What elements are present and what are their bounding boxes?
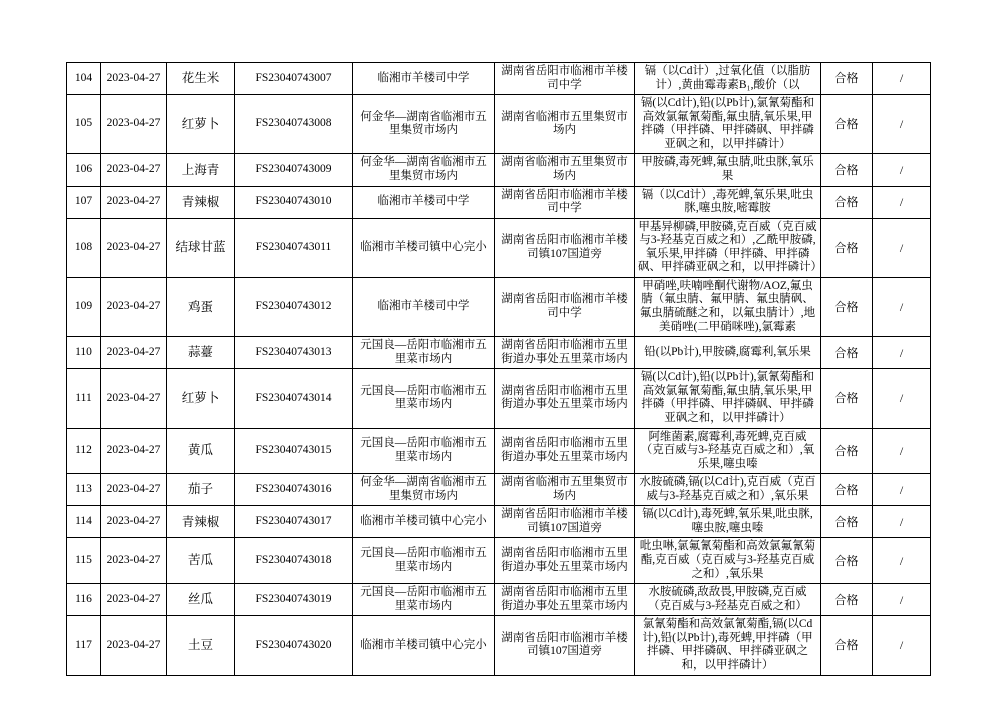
cell-test-result: 合格	[821, 369, 873, 428]
cell-test-items: 镉(以Cd计),毒死蜱,氧乐果,吡虫脒,噻虫胺,噻虫嗪	[635, 506, 821, 538]
cell-test-result: 合格	[821, 584, 873, 616]
cell-sample-code: FS23040743017	[235, 506, 353, 538]
cell-test-items: 吡虫啉,氯氟氰菊酯和高效氯氟氰菊酯,克百威（克百威与3-羟基克百威之和）,氧乐果	[635, 538, 821, 584]
cell-remark: /	[873, 218, 931, 277]
table-row	[67, 337, 931, 369]
cell-sequence-number: 106	[67, 154, 101, 186]
cell-sample-name: 茄子	[167, 474, 235, 506]
cell-test-items: 水胺硫磷,敌敌畏,甲胺磷,克百威（克百威与3-羟基克百威之和）	[635, 584, 821, 616]
cell-sampled-org: 临湘市羊楼司中学	[353, 186, 495, 218]
cell-remark: /	[873, 63, 931, 95]
cell-test-result: 合格	[821, 616, 873, 675]
cell-sampled-address: 湖南省岳阳市临湘市羊楼司中学	[495, 63, 635, 95]
cell-sampling-date: 2023-04-27	[101, 369, 167, 428]
cell-remark: /	[873, 95, 931, 154]
cell-sampled-org: 何金华—湖南省临湘市五里集贸市场内	[353, 154, 495, 186]
cell-sampling-date: 2023-04-27	[101, 506, 167, 538]
cell-sample-name: 结球甘蓝	[167, 218, 235, 277]
cell-test-items: 水胺硫磷,镉(以Cd计),克百威（克百威与3-羟基克百威之和）,氧乐果	[635, 474, 821, 506]
table-body	[67, 63, 931, 676]
cell-sampling-date: 2023-04-27	[101, 428, 167, 474]
cell-sample-code: FS23040743013	[235, 337, 353, 369]
cell-test-items: 阿维菌素,腐霉利,毒死蜱,克百威（克百威与3-羟基克百威之和）,氧乐果,噻虫嗪	[635, 428, 821, 474]
cell-test-result: 合格	[821, 277, 873, 336]
cell-sequence-number: 117	[67, 616, 101, 675]
cell-sampling-date: 2023-04-27	[101, 538, 167, 584]
cell-test-result: 合格	[821, 538, 873, 584]
cell-sequence-number: 107	[67, 186, 101, 218]
cell-test-items: 甲胺磷,毒死蜱,氟虫腈,吡虫脒,氧乐果	[635, 154, 821, 186]
cell-sequence-number: 108	[67, 218, 101, 277]
cell-sequence-number: 110	[67, 337, 101, 369]
cell-remark: /	[873, 506, 931, 538]
cell-sample-name: 花生米	[167, 63, 235, 95]
table-row	[67, 95, 931, 154]
cell-sequence-number: 109	[67, 277, 101, 336]
cell-sampling-date: 2023-04-27	[101, 584, 167, 616]
cell-test-result: 合格	[821, 428, 873, 474]
cell-remark: /	[873, 277, 931, 336]
cell-test-items: 甲硝唑,呋喃唑酮代谢物/AOZ,氟虫腈（氟虫腈、氟甲腈、氟虫腈砜、氟虫腈硫醚之和，以氟虫腈计）,地美硝唑(二甲硝咪唑),氯霉素	[635, 277, 821, 336]
cell-test-result: 合格	[821, 218, 873, 277]
cell-sample-code: FS23040743011	[235, 218, 353, 277]
cell-sequence-number: 113	[67, 474, 101, 506]
cell-sampled-org: 何金华—湖南省临湘市五里集贸市场内	[353, 95, 495, 154]
cell-sampled-org: 元国良—岳阳市临湘市五里菜市场内	[353, 538, 495, 584]
cell-sampled-address: 湖南省岳阳市临湘市五里街道办事处五里菜市场内	[495, 337, 635, 369]
cell-sampled-address: 湖南省临湘市五里集贸市场内	[495, 154, 635, 186]
cell-sampled-address: 湖南省岳阳市临湘市五里街道办事处五里菜市场内	[495, 369, 635, 428]
cell-remark: /	[873, 584, 931, 616]
inspection-results-table	[66, 62, 931, 676]
cell-test-items: 甲基异柳磷,甲胺磷,克百威（克百威与3-羟基克百威之和）,乙酰甲胺磷,氧乐果,甲拌磷（甲拌磷、甲拌磷砜、甲拌磷亚砜之和，以甲拌磷计）	[635, 218, 821, 277]
cell-sampled-address: 湖南省岳阳市临湘市羊楼司镇107国道旁	[495, 218, 635, 277]
cell-sampled-org: 临湘市羊楼司镇中心完小	[353, 506, 495, 538]
cell-sample-code: FS23040743015	[235, 428, 353, 474]
cell-remark: /	[873, 616, 931, 675]
table-row	[67, 218, 931, 277]
cell-sampled-org: 元国良—岳阳市临湘市五里菜市场内	[353, 428, 495, 474]
cell-sample-code: FS23040743020	[235, 616, 353, 675]
cell-sequence-number: 105	[67, 95, 101, 154]
cell-sample-name: 丝瓜	[167, 584, 235, 616]
cell-sampled-org: 临湘市羊楼司中学	[353, 277, 495, 336]
cell-sampled-org: 临湘市羊楼司中学	[353, 63, 495, 95]
cell-test-items: 镉（以Cd计）,毒死蜱,氧乐果,吡虫脒,噻虫胺,嘧霉胺	[635, 186, 821, 218]
cell-test-result: 合格	[821, 186, 873, 218]
cell-sample-name: 苦瓜	[167, 538, 235, 584]
table-row	[67, 369, 931, 428]
cell-sample-name: 红萝卜	[167, 369, 235, 428]
cell-test-result: 合格	[821, 337, 873, 369]
cell-sampling-date: 2023-04-27	[101, 218, 167, 277]
cell-test-result: 合格	[821, 506, 873, 538]
cell-sample-code: FS23040743018	[235, 538, 353, 584]
cell-sampled-org: 元国良—岳阳市临湘市五里菜市场内	[353, 369, 495, 428]
cell-sequence-number: 115	[67, 538, 101, 584]
cell-sample-code: FS23040743010	[235, 186, 353, 218]
cell-sequence-number: 116	[67, 584, 101, 616]
cell-remark: /	[873, 538, 931, 584]
cell-sampling-date: 2023-04-27	[101, 63, 167, 95]
table-row	[67, 277, 931, 336]
cell-sampled-org: 临湘市羊楼司镇中心完小	[353, 218, 495, 277]
cell-sample-code: FS23040743016	[235, 474, 353, 506]
cell-sample-code: FS23040743014	[235, 369, 353, 428]
cell-test-items: 氯氰菊酯和高效氯氰菊酯,镉(以Cd计),铅(以Pb计),毒死蜱,甲拌磷（甲拌磷、甲拌磷砜、甲拌磷亚砜之和，以甲拌磷计）	[635, 616, 821, 675]
cell-sample-code: FS23040743019	[235, 584, 353, 616]
cell-sampled-address: 湖南省岳阳市临湘市羊楼司中学	[495, 277, 635, 336]
cell-sampled-address: 湖南省临湘市五里集贸市场内	[495, 95, 635, 154]
cell-remark: /	[873, 337, 931, 369]
cell-sampled-address: 湖南省岳阳市临湘市五里街道办事处五里菜市场内	[495, 538, 635, 584]
cell-sampled-address: 湖南省岳阳市临湘市羊楼司镇107国道旁	[495, 616, 635, 675]
cell-sampling-date: 2023-04-27	[101, 474, 167, 506]
table-row	[67, 584, 931, 616]
cell-sample-code: FS23040743007	[235, 63, 353, 95]
cell-sampled-address: 湖南省岳阳市临湘市五里街道办事处五里菜市场内	[495, 428, 635, 474]
cell-remark: /	[873, 474, 931, 506]
cell-sampled-org: 元国良—岳阳市临湘市五里菜市场内	[353, 337, 495, 369]
cell-sample-name: 黄瓜	[167, 428, 235, 474]
cell-sample-name: 上海青	[167, 154, 235, 186]
cell-sampling-date: 2023-04-27	[101, 277, 167, 336]
cell-sampling-date: 2023-04-27	[101, 95, 167, 154]
cell-sample-name: 青辣椒	[167, 186, 235, 218]
cell-sampled-address: 湖南省岳阳市临湘市羊楼司中学	[495, 186, 635, 218]
inspection-table-container	[66, 62, 930, 676]
cell-sampled-org: 元国良—岳阳市临湘市五里菜市场内	[353, 584, 495, 616]
table-row	[67, 154, 931, 186]
cell-sample-name: 青辣椒	[167, 506, 235, 538]
cell-sampling-date: 2023-04-27	[101, 186, 167, 218]
cell-sample-name: 土豆	[167, 616, 235, 675]
cell-remark: /	[873, 186, 931, 218]
cell-sampled-address: 湖南省岳阳市临湘市羊楼司镇107国道旁	[495, 506, 635, 538]
cell-sampling-date: 2023-04-27	[101, 616, 167, 675]
cell-sequence-number: 104	[67, 63, 101, 95]
cell-sampled-org: 临湘市羊楼司镇中心完小	[353, 616, 495, 675]
cell-remark: /	[873, 428, 931, 474]
cell-remark: /	[873, 154, 931, 186]
cell-test-result: 合格	[821, 474, 873, 506]
cell-sample-name: 红萝卜	[167, 95, 235, 154]
cell-sampled-address: 湖南省临湘市五里集贸市场内	[495, 474, 635, 506]
cell-test-items: 铅(以Pb计),甲胺磷,腐霉利,氧乐果	[635, 337, 821, 369]
table-row	[67, 474, 931, 506]
cell-test-result: 合格	[821, 95, 873, 154]
table-row	[67, 63, 931, 95]
cell-test-result: 合格	[821, 63, 873, 95]
cell-sequence-number: 114	[67, 506, 101, 538]
cell-sampled-address: 湖南省岳阳市临湘市五里街道办事处五里菜市场内	[495, 584, 635, 616]
cell-sample-code: FS23040743012	[235, 277, 353, 336]
cell-sample-code: FS23040743008	[235, 95, 353, 154]
cell-remark: /	[873, 369, 931, 428]
cell-test-items: 镉(以Cd计),铅(以Pb计),氯氰菊酯和高效氯氟氰菊酯,氟虫腈,氧乐果,甲拌磷（甲拌磷、甲拌磷砜、甲拌磷亚砜之和，以甲拌磷计）	[635, 369, 821, 428]
table-row	[67, 538, 931, 584]
cell-sampling-date: 2023-04-27	[101, 154, 167, 186]
cell-sampling-date: 2023-04-27	[101, 337, 167, 369]
cell-sequence-number: 112	[67, 428, 101, 474]
cell-test-items: 镉（以Cd计）,过氧化值（以脂肪计）,黄曲霉毒素B₁,酸价（以	[635, 63, 821, 95]
table-row	[67, 428, 931, 474]
cell-test-result: 合格	[821, 154, 873, 186]
cell-sequence-number: 111	[67, 369, 101, 428]
cell-sample-name: 鸡蛋	[167, 277, 235, 336]
table-row	[67, 186, 931, 218]
cell-sample-name: 蒜薹	[167, 337, 235, 369]
table-row	[67, 616, 931, 675]
cell-sample-code: FS23040743009	[235, 154, 353, 186]
table-row	[67, 506, 931, 538]
cell-sampled-org: 何金华—湖南省临湘市五里集贸市场内	[353, 474, 495, 506]
cell-test-items: 镉(以Cd计),铅(以Pb计),氯氰菊酯和高效氯氟氰菊酯,氟虫腈,氧乐果,甲拌磷（甲拌磷、甲拌磷砜、甲拌磷亚砜之和，以甲拌磷计）	[635, 95, 821, 154]
